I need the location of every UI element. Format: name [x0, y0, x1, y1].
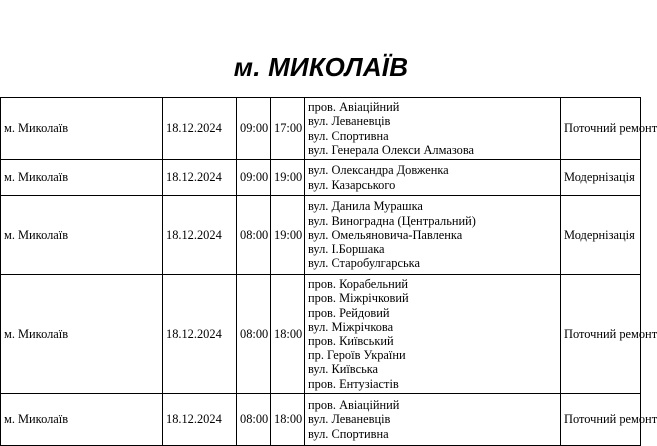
streets-cell [305, 394, 561, 446]
page-title: м. МИКОЛАЇВ [233, 52, 409, 82]
start-time-cell: 08:00 [237, 394, 271, 446]
table-row [1, 196, 641, 275]
street-name: вул. Олександра Довженка [308, 163, 449, 178]
street-name: пр. Героїв України [308, 348, 406, 363]
work-type-cell: Модернізація [561, 196, 641, 275]
start-time-cell: 08:00 [237, 275, 271, 394]
table-row [1, 98, 641, 160]
work-type-cell: Поточний ремонт [561, 98, 641, 160]
street-name: пров. Авіаційний [308, 100, 400, 115]
city-cell: м. Миколаїв [1, 98, 163, 160]
date-cell: 18.12.2024 [163, 394, 237, 446]
city-cell: м. Миколаїв [1, 275, 163, 394]
street-name: вул. Київська [308, 362, 379, 377]
street-name: вул. Данила Мурашка [308, 199, 423, 214]
street-name: вул. Спортивна [308, 128, 389, 143]
date-cell: 18.12.2024 [163, 275, 237, 394]
date-cell: 18.12.2024 [163, 196, 237, 275]
streets-cell [305, 160, 561, 196]
city-cell: м. Миколаїв [1, 394, 163, 446]
work-type-cell: Поточний ремонт [561, 394, 641, 446]
start-time-cell: 09:00 [237, 160, 271, 196]
street-name: вул. Леваневців [308, 114, 391, 129]
work-type-cell: Модернізація [561, 160, 641, 196]
date-cell: 18.12.2024 [163, 98, 237, 160]
street-name: вул. Генерала Олекси Алмазова [308, 142, 475, 157]
street-name: пров. Корабельний [308, 277, 408, 292]
street-name: пров. Київський [308, 334, 394, 348]
end-time-cell: 18:00 [271, 275, 305, 394]
end-time-cell: 18:00 [271, 394, 305, 446]
streets-cell [305, 98, 561, 160]
start-time-cell: 09:00 [237, 98, 271, 160]
end-time-cell: 19:00 [271, 160, 305, 196]
street-name: вул. Омельяновича-Павленка [308, 227, 463, 242]
street-name: вул. Спортивна [308, 426, 389, 441]
street-name: вул. Міжрічкова [308, 319, 394, 334]
table-row [1, 160, 641, 196]
city-cell: м. Миколаїв [1, 160, 163, 196]
street-name: вул. Старобулгарська [308, 256, 420, 271]
date-cell: 18.12.2024 [163, 160, 237, 196]
street-name: пров. Авіаційний [308, 398, 400, 413]
street-name: вул. І.Боршака [308, 242, 385, 257]
start-time-cell: 08:00 [237, 196, 271, 275]
end-time-cell: 19:00 [271, 196, 305, 275]
end-time-cell: 17:00 [271, 98, 305, 160]
street-name: вул. Казарського [308, 177, 396, 192]
table-row [1, 394, 641, 446]
streets-cell [305, 275, 561, 394]
street-name: вул. Леваневців [308, 412, 391, 427]
table-row [1, 275, 641, 394]
street-name: пров. Рейдовий [308, 305, 390, 320]
street-name: вул. Виноградна (Центральний) [308, 213, 476, 228]
street-name: пров. Міжрічковий [308, 291, 409, 306]
city-cell: м. Миколаїв [1, 196, 163, 275]
streets-cell [305, 196, 561, 275]
street-name: пров. Ентузіастів [308, 376, 399, 391]
outage-schedule-table [0, 97, 657, 446]
work-type-cell: Поточний ремонт [561, 275, 641, 394]
